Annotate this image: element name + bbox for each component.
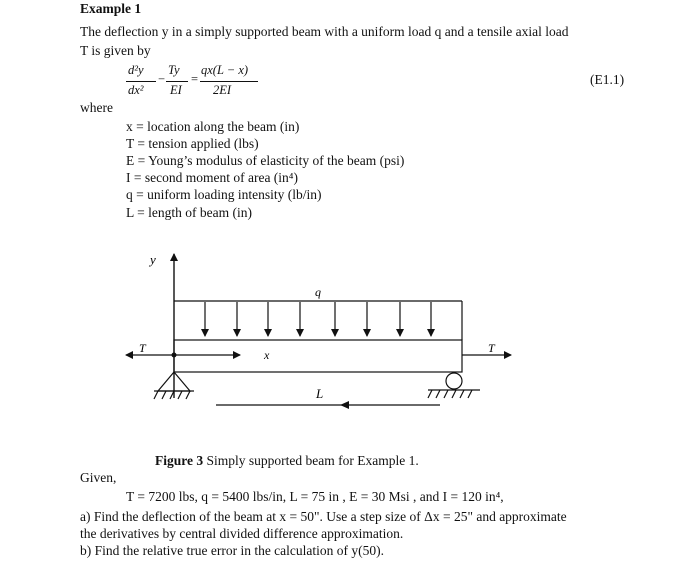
part-a-line-1: a) Find the deflection of the beam at x = 50". Use a step size of Δx = 25" and approximate xyxy=(80,509,567,524)
equation-number: (E1.1) xyxy=(590,72,625,87)
given-label: Given, xyxy=(80,470,117,485)
length-label: L xyxy=(316,386,324,401)
figure-caption-number: Figure 3 xyxy=(155,453,204,468)
where-label: where xyxy=(80,100,113,115)
eq-term1-numerator: d²y xyxy=(128,63,144,77)
eq-term2-denominator: EI xyxy=(170,83,182,97)
part-b: b) Find the relative true error in the calculation of y(50). xyxy=(80,543,385,558)
definition-item: T = tension applied (lbs) xyxy=(126,136,259,151)
given-values: T = 7200 lbs, q = 5400 lbs/in, L = 75 in , E = 30 Msi , and I = 120 in⁴, xyxy=(126,489,504,504)
tension-right-label: T xyxy=(488,341,495,355)
tension-left-label: T xyxy=(139,341,146,355)
eq-rhs-numerator: qx(L − x) xyxy=(201,63,249,77)
definition-item: I = second moment of area (in⁴) xyxy=(126,170,299,185)
definition-item: E = Young’s modulus of elasticity of the beam (psi) xyxy=(126,153,405,168)
eq-term2-numerator: Ty xyxy=(168,63,180,77)
roller-support-right xyxy=(428,373,480,398)
y-axis-label: y xyxy=(150,252,156,267)
part-a-line-2: the derivatives by central divided difference approximation. xyxy=(80,526,404,541)
x-axis-label: x xyxy=(264,348,270,362)
figure-caption xyxy=(155,453,419,469)
load-q-label: q xyxy=(315,285,321,299)
length-arrow-head xyxy=(340,401,349,409)
eq-rhs-denominator: 2EI xyxy=(213,83,232,97)
eq-minus: − xyxy=(158,72,166,86)
eq-term1-denominator: dx² xyxy=(128,83,144,97)
intro-line-2: T is given by xyxy=(80,43,151,58)
example-heading: Example 1 xyxy=(80,1,142,16)
beam-body xyxy=(174,340,462,372)
eq-equals: = xyxy=(191,72,199,86)
definition-item: L = length of beam (in) xyxy=(126,205,252,220)
figure-caption-text: Simply supported beam for Example 1. xyxy=(206,453,419,468)
intro-line-1: The deflection y in a simply supported beam with a uniform load q and a tensile axial load xyxy=(80,24,569,39)
definition-item: x = location along the beam (in) xyxy=(126,119,300,134)
distributed-load-arrows xyxy=(205,302,431,336)
definition-item: q = uniform loading intensity (lb/in) xyxy=(126,187,322,202)
